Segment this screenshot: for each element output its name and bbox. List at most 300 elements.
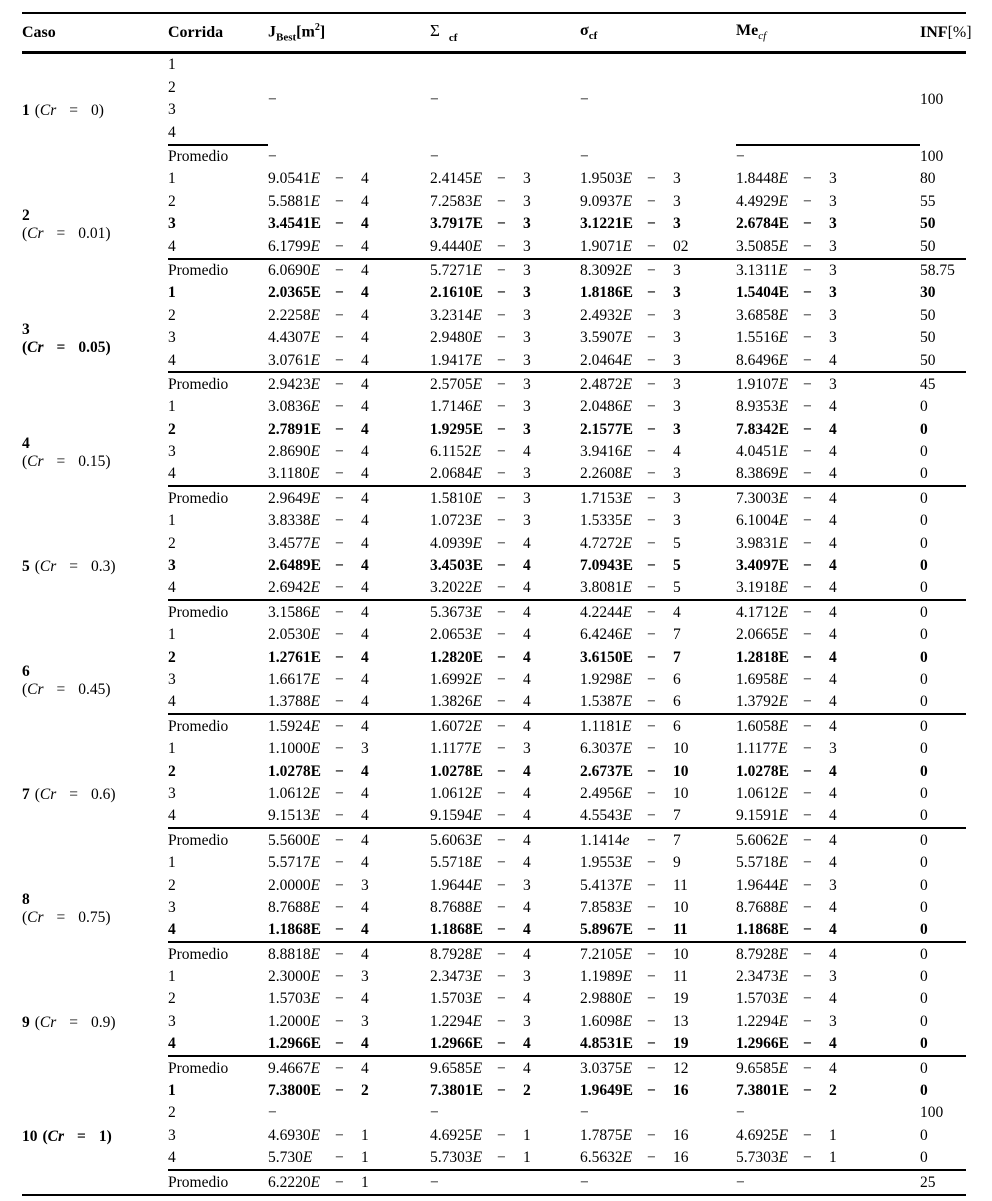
sum-cf-cell xyxy=(430,966,580,988)
sigma-cf-cell-exponent: 02 xyxy=(673,237,689,255)
sigma-cf-cell-value xyxy=(580,694,736,710)
exp-letter: E xyxy=(472,306,483,324)
sum-cf-cell-exponent: 1 xyxy=(523,1149,531,1167)
jbest-cell-mantissa: 4.4307E xyxy=(268,329,321,347)
sum-cf-cell-value xyxy=(430,353,580,369)
me-cf-cell-value xyxy=(736,377,920,393)
jbest-cell xyxy=(268,874,430,896)
corrida-cell: 2 xyxy=(168,78,176,96)
sum-cf-cell-exponent: 3 xyxy=(523,261,531,279)
sum-cf-cell-value xyxy=(430,969,580,985)
sum-cf-cell-value xyxy=(430,399,580,415)
jbest-cell-value xyxy=(268,1105,430,1121)
exp-letter: E xyxy=(310,465,320,483)
jbest-cell-exponent: 4 xyxy=(361,465,369,483)
sigma-cf-cell-exponent: 3 xyxy=(673,420,681,438)
cr-symbol: Cr xyxy=(39,558,57,576)
sigma-cf-cell-value xyxy=(580,650,736,666)
jbest-cell-sign: − xyxy=(335,921,344,939)
sum-cf-cell-sign: − xyxy=(497,489,506,507)
me-cf-cell-sign: − xyxy=(803,670,812,688)
jbest-cell-value xyxy=(268,605,430,621)
jbest-subscript: Best xyxy=(276,31,297,44)
inf-cell: 50 xyxy=(920,215,936,233)
exp-letter: E xyxy=(778,1059,789,1077)
me-cf-cell-sign: − xyxy=(803,557,812,575)
inf-cell: 0 xyxy=(920,714,966,737)
exp-letter: E xyxy=(472,284,483,302)
sigma-cf-cell-mantissa: 1.9553E xyxy=(580,854,633,872)
exp-letter: E xyxy=(310,534,321,552)
me-cf-cell xyxy=(736,555,920,577)
exp-letter: E xyxy=(472,990,483,1008)
caso-cell xyxy=(22,282,168,396)
corrida-cell: 3 xyxy=(168,215,176,233)
caso-number: 9 xyxy=(22,1013,30,1031)
me-cf-cell-mantissa: 1.5404E xyxy=(736,284,789,302)
sum-cf-cell-mantissa: 2.0684E xyxy=(430,465,483,483)
jbest-cell-value xyxy=(268,444,430,460)
sigma-cf-cell-sign: − xyxy=(647,693,656,711)
jbest-cell xyxy=(268,1056,430,1079)
inf-cell: 0 xyxy=(920,807,928,825)
header-caso-label: Caso xyxy=(22,23,56,41)
me-cf-cell-value xyxy=(736,922,920,938)
exp-letter: E xyxy=(622,784,633,802)
exp-letter: E xyxy=(310,420,321,438)
sigma-cf-cell xyxy=(580,168,736,190)
me-cf-cell-exponent: 4 xyxy=(829,534,837,552)
sum-cf-cell-sign: − xyxy=(497,512,506,530)
me-cf-cell-value xyxy=(736,194,920,210)
inf-cell: 0 xyxy=(920,921,928,939)
jbest-cell-sign: − xyxy=(335,306,344,324)
caso-cell xyxy=(22,852,168,966)
sum-cf-cell-value xyxy=(430,377,580,393)
jbest-cell-value xyxy=(268,239,430,255)
cr-symbol: Cr xyxy=(27,453,44,471)
header-jbest xyxy=(268,13,430,53)
sum-cf-cell-sign: − xyxy=(497,398,506,416)
exp-letter: E xyxy=(310,1012,321,1030)
sum-cf-cell-sign: − xyxy=(497,237,506,255)
exp-letter: E xyxy=(472,398,483,416)
jbest-cell-mantissa: 1.5924E xyxy=(268,717,321,735)
inf-cell: 0 xyxy=(920,512,928,530)
me-cf-cell-mantissa: 6.1004E xyxy=(736,512,789,530)
exp-letter: E xyxy=(472,261,483,279)
sum-cf-cell-exponent: 3 xyxy=(523,876,531,894)
me-cf-cell-mantissa: 5.5718E xyxy=(736,854,789,872)
equals-sign: = xyxy=(56,681,66,699)
me-cf-cell-exponent: 4 xyxy=(829,898,837,916)
sum-cf-cell-mantissa: − xyxy=(430,147,439,165)
sum-cf-cell-value xyxy=(430,947,580,963)
jbest-cell-sign: − xyxy=(335,443,344,461)
inf-cell: 0 xyxy=(920,465,928,483)
jbest-cell-value xyxy=(268,149,430,165)
caso-cr-label: (Cr = 0.15) xyxy=(22,453,111,471)
me-cf-cell-value xyxy=(736,808,920,824)
sum-cf-cell-value xyxy=(430,513,580,529)
exp-letter: E xyxy=(778,284,789,302)
me-cf-cell-exponent: 4 xyxy=(829,990,837,1008)
jbest-cell xyxy=(268,396,430,418)
sigma-cf-cell-value xyxy=(580,1036,736,1052)
jbest-cell xyxy=(268,190,430,212)
jbest-cell-value xyxy=(268,833,430,849)
me-cf-cell-value xyxy=(736,1175,920,1191)
jbest-cell-mantissa: 9.0541E xyxy=(268,170,321,188)
sigma-cf-cell xyxy=(580,1170,736,1194)
sum-cf-cell-mantissa: 1.3826E xyxy=(430,693,483,711)
exp-letter: E xyxy=(622,329,633,347)
sum-cf-cell-mantissa: 5.7303E xyxy=(430,1149,483,1167)
inf-cell: 0 xyxy=(920,740,928,758)
exp-letter: E xyxy=(778,1035,789,1053)
sum-cf-cell-value xyxy=(430,308,580,324)
me-cf-cell-mantissa: 1.9107E xyxy=(736,375,789,393)
exp-letter: E xyxy=(310,1173,321,1191)
jbest-cell-exponent: 4 xyxy=(361,534,369,552)
me-cf-cell xyxy=(736,168,920,190)
results-table xyxy=(22,12,972,1196)
me-cf-cell xyxy=(736,714,920,737)
jbest-cell-sign: − xyxy=(335,990,344,1008)
me-cf-cell-exponent: 4 xyxy=(829,398,837,416)
me-cf-cell-sign: − xyxy=(803,170,812,188)
exp-letter: E xyxy=(778,693,789,711)
sum-cf-cell-exponent: 4 xyxy=(523,945,531,963)
exp-letter: E xyxy=(472,603,483,621)
header-caso xyxy=(22,13,168,53)
corrida-cell: 1 xyxy=(168,626,176,644)
cr-symbol: Cr xyxy=(39,102,57,120)
me-cf-cell-sign: − xyxy=(803,192,812,210)
jbest-cell-value xyxy=(268,285,430,301)
jbest-cell xyxy=(268,1033,430,1056)
jbest-cell-mantissa: 5.5717E xyxy=(268,854,321,872)
corrida-cell: 4 xyxy=(168,465,176,483)
jbest-cell-sign: − xyxy=(335,784,344,802)
jbest-cell xyxy=(268,532,430,554)
corrida-cell: 4 xyxy=(168,1035,176,1053)
sum-cf-cell xyxy=(430,1080,580,1102)
me-cf-cell-value xyxy=(736,650,920,666)
sum-cf-cell-sign: − xyxy=(497,215,506,233)
sum-cf-cell-exponent: 4 xyxy=(523,603,531,621)
sigma-cf-cell-exponent: 3 xyxy=(673,465,681,483)
jbest-cell-exponent: 4 xyxy=(361,1035,369,1053)
jbest-cell-exponent: 4 xyxy=(361,398,369,416)
jbest-cell xyxy=(268,1102,430,1124)
me-cf-cell-value xyxy=(736,1105,920,1121)
jbest-cell-value xyxy=(268,1083,430,1099)
jbest-cell-mantissa: 6.1799E xyxy=(268,237,321,255)
me-cf-cell-value xyxy=(736,764,920,780)
jbest-cell-exponent: 4 xyxy=(361,831,369,849)
me-cf-cell-exponent: 1 xyxy=(829,1149,837,1167)
sum-cf-cell-sign: − xyxy=(497,443,506,461)
sum-cf-cell-exponent: 3 xyxy=(523,192,531,210)
sigma-cf-cell-sign: − xyxy=(647,351,656,369)
sum-cf-cell xyxy=(430,349,580,372)
sigma-cf-cell-sign: − xyxy=(647,443,656,461)
jbest-cell-sign: − xyxy=(335,489,344,507)
me-cf-cell-mantissa: 7.3003E xyxy=(736,489,789,507)
exp-letter: E xyxy=(472,740,482,758)
me-cf-cell xyxy=(736,1010,920,1032)
sigma-cf-cell xyxy=(580,1147,736,1170)
sum-cf-cell-value xyxy=(430,1014,580,1030)
sum-cf-cell-value xyxy=(430,833,580,849)
sum-cf-cell-mantissa: 6.1152E xyxy=(430,443,482,461)
exp-letter: E xyxy=(622,876,633,894)
sum-cf-cell-value xyxy=(430,650,580,666)
jbest-cell-sign: − xyxy=(335,762,344,780)
corrida-cell: Promedio xyxy=(168,145,268,168)
sigma-cf-cell-exponent: 10 xyxy=(673,898,689,916)
sum-cf-cell-mantissa: 1.9295E xyxy=(430,420,483,438)
sum-cf-cell-mantissa: 2.9480E xyxy=(430,329,483,347)
caso-cell xyxy=(22,966,168,1080)
inf-cell: 0 xyxy=(920,876,928,894)
me-cf-cell xyxy=(736,213,920,235)
sum-cf-cell-mantissa: 5.7271E xyxy=(430,261,483,279)
inf-cell: 100 xyxy=(920,90,944,108)
sum-cf-cell xyxy=(430,577,580,600)
sum-cf-cell-sign: − xyxy=(497,670,506,688)
sum-cf-cell-mantissa: 5.5718E xyxy=(430,854,483,872)
jbest-cell-sign: − xyxy=(335,807,344,825)
sigma-cf-cell xyxy=(580,896,736,918)
jbest-cell-value xyxy=(268,878,430,894)
sigma-cf-cell-sign: − xyxy=(647,170,656,188)
sum-cf-cell-mantissa: 3.7917E xyxy=(430,215,483,233)
me-cf-cell-mantissa: 3.1311E xyxy=(736,261,788,279)
jbest-cell-value xyxy=(268,672,430,688)
me-cf-cell-exponent: 3 xyxy=(829,284,837,302)
sum-cf-cell-mantissa: 1.9644E xyxy=(430,876,483,894)
header-me-cf xyxy=(736,13,920,53)
corrida-cell: 3 xyxy=(168,784,176,802)
jbest-cell-sign: − xyxy=(335,876,344,894)
sigma-cf-cell-value xyxy=(580,1150,736,1166)
me-cf-cell-exponent: 4 xyxy=(829,579,837,597)
sigma-cf-cell-value xyxy=(580,491,736,507)
inf-cell: 0 xyxy=(920,670,928,688)
jbest-cell-exponent: 4 xyxy=(361,603,369,621)
exp-letter: E xyxy=(472,1126,483,1144)
sum-cf-cell-mantissa: 5.6063E xyxy=(430,831,483,849)
me-cf-cell-mantissa: 3.4097E xyxy=(736,557,789,575)
exp-letter: E xyxy=(472,921,483,939)
me-cf-cell xyxy=(736,259,920,282)
inf-cell: 0 xyxy=(920,898,928,916)
jbest-cell xyxy=(268,805,430,828)
table-header xyxy=(22,13,972,53)
jbest-cell-exponent: 2 xyxy=(361,1082,369,1100)
jbest-cell xyxy=(268,418,430,440)
exp-letter: E xyxy=(310,968,321,986)
sigma-cf-cell xyxy=(580,532,736,554)
sigma-cf-cell xyxy=(580,145,736,168)
sum-cf-cell-mantissa: 9.6585E xyxy=(430,1059,483,1077)
sigma-cf-cell-value xyxy=(580,605,736,621)
jbest-cell xyxy=(268,714,430,737)
sum-cf-cell-mantissa: 1.1177E xyxy=(430,740,482,758)
me-cf-cell-mantissa: − xyxy=(736,148,745,165)
sigma-cf-cell-mantissa: 1.1181E xyxy=(580,717,632,735)
jbest-cell xyxy=(268,235,430,258)
exp-letter: E xyxy=(778,306,789,324)
sum-cf-cell xyxy=(430,783,580,805)
jbest-cell xyxy=(268,577,430,600)
jbest-cell xyxy=(268,259,430,282)
sum-cf-cell-exponent: 4 xyxy=(523,807,531,825)
sigma-cf-cell-value xyxy=(580,444,736,460)
caso-cr-label: (Cr = 0.45) xyxy=(22,681,111,699)
caso-number: 1 xyxy=(22,102,30,120)
exp-letter: E xyxy=(622,375,633,393)
me-cf-cell-sign: − xyxy=(803,306,812,324)
sum-cf-cell-sign: − xyxy=(497,945,506,963)
me-cf-cell-exponent: 4 xyxy=(829,854,837,872)
corrida-cell: 4 xyxy=(168,579,176,597)
sum-cf-cell xyxy=(430,1033,580,1056)
me-cf-cell-mantissa: 1.0278E xyxy=(736,762,789,780)
corrida-cell: 2 xyxy=(168,192,176,210)
sum-cf-cell-mantissa: 3.2022E xyxy=(430,579,483,597)
exp-letter: E xyxy=(472,351,483,369)
jbest-cell-value xyxy=(268,513,430,529)
me-cf-cell xyxy=(736,282,920,304)
sum-cf-cell-value xyxy=(430,466,580,482)
sigma-cf-cell-value xyxy=(580,1083,736,1099)
corrida-cell: 2 xyxy=(168,306,176,324)
sum-cf-cell xyxy=(430,738,580,760)
exp-letter: E xyxy=(622,237,633,255)
sigma-cf-cell-sign: − xyxy=(647,375,656,393)
inf-cell: 25 xyxy=(920,1170,966,1194)
sum-cf-cell xyxy=(430,646,580,668)
me-cf-cell xyxy=(736,874,920,896)
sigma-cf-cell xyxy=(580,418,736,440)
jbest-cell-exponent: 4 xyxy=(361,784,369,802)
jbest-cell-mantissa: 1.6617E xyxy=(268,670,321,688)
jbest-cell-value xyxy=(268,741,430,757)
sigma-cf-cell-mantissa: 1.1414e xyxy=(580,831,630,849)
exp-letter: E xyxy=(622,990,633,1008)
sigma-cf-cell-exponent: 3 xyxy=(673,284,681,302)
jbest-cell-sign: − xyxy=(335,512,344,530)
corrida-cell: 4 xyxy=(168,237,176,255)
jbest-cell-sign: − xyxy=(335,670,344,688)
sigma-cf-cell-sign: − xyxy=(647,945,656,963)
sigma-cf-cell-value xyxy=(580,1014,736,1030)
sigma-cf-cell-mantissa: 3.0375E xyxy=(580,1059,633,1077)
jbest-cell xyxy=(268,1080,430,1102)
jbest-cell-mantissa: 2.2258E xyxy=(268,306,321,324)
run-row xyxy=(22,624,966,646)
jbest-cell xyxy=(268,760,430,782)
inf-cell: 50 xyxy=(920,306,936,324)
jbest-cell-sign: − xyxy=(335,717,344,735)
jbest-cell-sign: − xyxy=(335,170,344,188)
inf-cell: 0 xyxy=(920,579,928,597)
sum-cf-cell-value xyxy=(430,694,580,710)
sum-cf-cell-value xyxy=(430,1036,580,1052)
inf-cell: 0 xyxy=(920,443,928,461)
exp-letter: E xyxy=(778,398,789,416)
corrida-cell: 2 xyxy=(168,648,176,666)
sum-cf-cell-mantissa: 4.0939E xyxy=(430,534,483,552)
me-cf-cell-mantissa: 8.7928E xyxy=(736,945,789,963)
sum-cf-cell-mantissa: 2.1610E xyxy=(430,284,483,302)
sigma-cf-cell xyxy=(580,646,736,668)
me-cf-cell-sign: − xyxy=(803,854,812,872)
exp-letter: E xyxy=(472,945,483,963)
exp-letter: E xyxy=(310,626,321,644)
exp-letter: E xyxy=(622,215,633,233)
sum-cf-cell-value xyxy=(430,1175,580,1191)
exp-letter: E xyxy=(472,512,483,530)
sigma-cf-cell-sign: − xyxy=(647,306,656,324)
cr-symbol: Cr xyxy=(47,1127,65,1145)
jbest-cell-mantissa: 1.0278E xyxy=(268,762,321,780)
sum-cf-cell-sign: − xyxy=(497,626,506,644)
jbest-cell-mantissa: 3.4577E xyxy=(268,534,321,552)
jbest-cell-value xyxy=(268,764,430,780)
me-cf-cell-value xyxy=(736,1014,920,1030)
me-cf-cell-value xyxy=(736,719,920,735)
me-cf-cell xyxy=(736,304,920,326)
sigma-cf-cell-mantissa: 3.6150E xyxy=(580,648,633,666)
sum-cf-cell-value xyxy=(430,1150,580,1166)
exp-letter: E xyxy=(622,1012,633,1030)
sigma-cf-cell-value xyxy=(580,672,736,688)
corrida-cell: Promedio xyxy=(168,486,268,509)
me-cf-cell-sign: − xyxy=(803,807,812,825)
sigma-cf-cell-sign: − xyxy=(647,261,656,279)
jbest-cell-mantissa: 1.5703E xyxy=(268,990,321,1008)
jbest-cell xyxy=(268,510,430,532)
jbest-cell-exponent: 4 xyxy=(361,807,369,825)
jbest-cell-value xyxy=(268,580,430,596)
caso-cr-label: (Cr = 0) xyxy=(34,102,104,120)
sum-cf-cell-value xyxy=(430,92,580,108)
jbest-cell-exponent: 4 xyxy=(361,306,369,324)
jbest-cell-exponent: 4 xyxy=(361,170,369,188)
exp-letter: E xyxy=(310,261,321,279)
header-sum-cf xyxy=(430,13,580,53)
sum-cf-cell-exponent: 4 xyxy=(523,784,531,802)
equals-sign: = xyxy=(56,909,66,927)
sum-cf-cell-exponent: 4 xyxy=(523,990,531,1008)
sigma-cf-cell-value xyxy=(580,878,736,894)
jbest-cell-mantissa: 2.0530E xyxy=(268,626,321,644)
sum-cf-cell-sign: − xyxy=(497,831,506,849)
me-cf-cell-mantissa: 4.1712E xyxy=(736,603,789,621)
sigma-cf-cell xyxy=(580,555,736,577)
sigma-cf-cell xyxy=(580,1033,736,1056)
exp-letter: E xyxy=(472,375,483,393)
jbest-cell-sign: − xyxy=(335,237,344,255)
me-cf-cell xyxy=(736,510,920,532)
corrida-cell: 1 xyxy=(168,284,176,302)
sigma-cf-cell xyxy=(580,714,736,737)
exp-letter: E xyxy=(472,579,483,597)
